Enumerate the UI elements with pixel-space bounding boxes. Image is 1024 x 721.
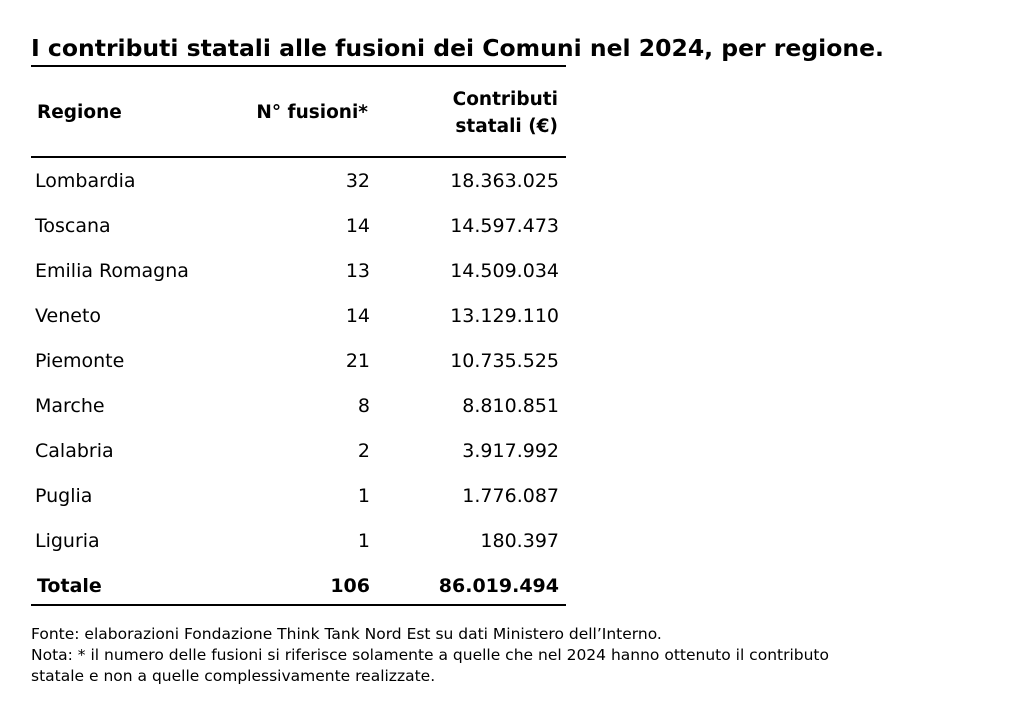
cell-contributi: 10.735.525 xyxy=(450,350,559,372)
cell-contributi: 13.129.110 xyxy=(450,305,559,327)
table-row xyxy=(31,203,566,248)
cell-contributi: 1.776.087 xyxy=(462,485,559,507)
cell-contributi: 180.397 xyxy=(480,530,559,552)
cell-fusioni: 32 xyxy=(345,170,370,192)
table-header xyxy=(31,84,566,156)
source-note: Fonte: elaborazioni Fondazione Think Tank Nord Est su dati Ministero dell’Interno. xyxy=(31,625,662,643)
total-contributi: 86.019.494 xyxy=(438,575,559,597)
cell-fusioni: 21 xyxy=(345,350,370,372)
cell-contributi: 3.917.992 xyxy=(462,440,559,462)
cell-regione: Puglia xyxy=(35,485,93,507)
data-table xyxy=(31,84,566,606)
header-contributi xyxy=(453,86,558,140)
cell-contributi: 8.810.851 xyxy=(462,395,559,417)
header-regione: Regione xyxy=(37,102,122,123)
cell-regione: Lombardia xyxy=(35,170,136,192)
header-contributi-line2: statali (€) xyxy=(455,116,558,137)
footnotes xyxy=(31,624,829,687)
table-row xyxy=(31,383,566,428)
footnote-line1: Nota: * il numero delle fusioni si riferisce solamente a quelle che nel 2024 hanno ottenuto il contributo xyxy=(31,646,829,664)
cell-contributi: 18.363.025 xyxy=(450,170,559,192)
footnote-line2: statale e non a quelle complessivamente realizzate. xyxy=(31,667,436,685)
cell-contributi: 14.509.034 xyxy=(450,260,559,282)
table-row xyxy=(31,248,566,293)
cell-regione: Marche xyxy=(35,395,105,417)
cell-fusioni: 8 xyxy=(357,395,370,417)
cell-regione: Toscana xyxy=(35,215,111,237)
cell-regione: Liguria xyxy=(35,530,100,552)
header-fusioni: N° fusioni* xyxy=(256,102,368,123)
cell-regione: Emilia Romagna xyxy=(35,260,189,282)
table-row xyxy=(31,428,566,473)
cell-fusioni: 13 xyxy=(345,260,370,282)
table-total-row xyxy=(31,563,566,608)
total-fusioni: 106 xyxy=(330,575,370,597)
cell-contributi: 14.597.473 xyxy=(450,215,559,237)
cell-regione: Calabria xyxy=(35,440,114,462)
cell-fusioni: 1 xyxy=(357,485,370,507)
table-row xyxy=(31,158,566,203)
cell-fusioni: 14 xyxy=(345,215,370,237)
cell-fusioni: 2 xyxy=(357,440,370,462)
table-row xyxy=(31,338,566,383)
table-row xyxy=(31,518,566,563)
cell-fusioni: 1 xyxy=(357,530,370,552)
title-underline xyxy=(31,65,566,67)
table-row xyxy=(31,473,566,518)
cell-regione: Veneto xyxy=(35,305,102,327)
cell-fusioni: 14 xyxy=(345,305,370,327)
total-label: Totale xyxy=(37,575,102,597)
cell-regione: Piemonte xyxy=(35,350,125,372)
table-body xyxy=(31,158,566,608)
header-contributi-line1: Contributi xyxy=(452,89,558,110)
table-row xyxy=(31,293,566,338)
page-title: I contributi statali alle fusioni dei Comuni nel 2024, per regione. xyxy=(31,34,884,62)
